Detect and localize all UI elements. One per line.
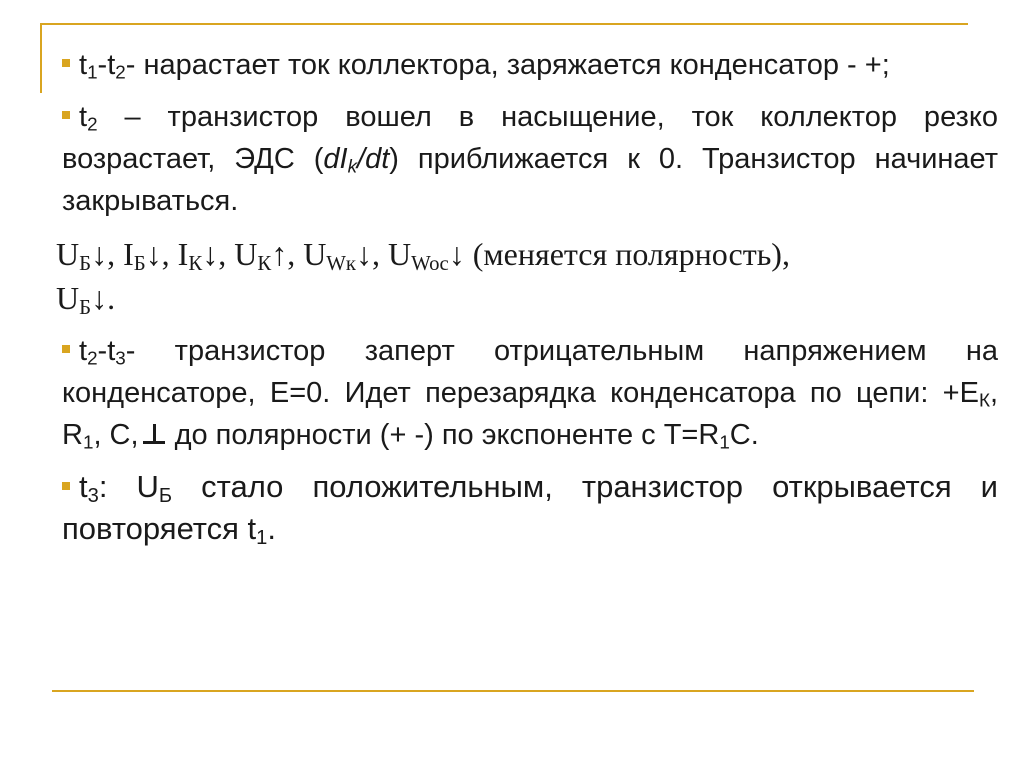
text-fragment: U (234, 236, 258, 272)
ground-symbol-icon (143, 424, 165, 446)
paragraph-t2-t3 (62, 330, 998, 456)
square-bullet-icon (62, 345, 70, 353)
text-fragment: 3 (87, 485, 99, 508)
text-fragment: - нарастает ток коллектора, заряжается конденсатор - +; (125, 49, 890, 81)
text-fragment: ↓ (356, 236, 373, 272)
text-fragment: 3 (115, 347, 126, 369)
text-fragment: -t (97, 335, 116, 367)
text-fragment: 1 (82, 431, 94, 453)
text-fragment: 1 (719, 431, 730, 453)
text-fragment: , (372, 236, 389, 272)
text-fragment: Б (79, 296, 92, 320)
text-fragment: К (257, 252, 272, 276)
text-fragment: ) приближается к 0. Транзистор начинает закрываться. (62, 143, 998, 217)
text-fragment: . (107, 280, 116, 316)
bottom-rule (52, 690, 974, 692)
square-bullet-icon (62, 59, 70, 67)
text-fragment: -t (97, 49, 116, 81)
text-fragment: U (303, 236, 327, 272)
text-fragment: К (188, 252, 203, 276)
text-fragment: . (267, 511, 276, 546)
text-fragment: Б (79, 252, 92, 276)
text-fragment: dI (323, 143, 348, 175)
text-fragment: ↓ (202, 236, 219, 272)
text-fragment: : U (98, 469, 159, 504)
text-fragment: К (978, 389, 990, 411)
text-fragment: t (79, 49, 88, 81)
text-fragment: ↓ (91, 280, 108, 316)
paragraph-t3 (62, 466, 998, 550)
text-fragment: Б (158, 485, 173, 508)
text-fragment: (меняется полярность), (464, 236, 790, 272)
left-rule (40, 23, 42, 93)
text-fragment: I (177, 236, 189, 272)
text-fragment: /dt (357, 143, 390, 175)
text-fragment: t (79, 101, 88, 133)
text-fragment: U (56, 236, 80, 272)
text-fragment: - транзистор заперт отрицательным напряжением на конденсаторе, Е=0. Идет перезарядка конденсатора по цепи: +Е (62, 335, 998, 409)
paragraph-t2 (62, 96, 998, 222)
text-fragment: 2 (87, 347, 98, 369)
text-fragment: , (161, 236, 178, 272)
text-fragment: t (79, 469, 88, 504)
square-bullet-icon (62, 482, 70, 490)
text-fragment: , (107, 236, 124, 272)
text-fragment: ↓ (91, 236, 108, 272)
top-rule (40, 23, 968, 25)
text-fragment: Woc (411, 252, 449, 276)
text-fragment: I (123, 236, 134, 272)
text-fragment: 1 (256, 527, 268, 550)
text-fragment: Б (133, 252, 146, 276)
slide-content (56, 44, 999, 550)
text-fragment: , R (62, 377, 998, 451)
text-fragment: U (56, 280, 80, 316)
square-bullet-icon (62, 111, 70, 119)
text-fragment: Wк (326, 252, 357, 276)
text-fragment: ↓ (448, 236, 465, 272)
text-fragment: стало положительным, транзистор открывается и повторяется t (62, 469, 999, 546)
text-fragment: 2 (87, 113, 98, 135)
text-fragment: С. (729, 419, 759, 451)
text-fragment: 2 (115, 61, 126, 83)
paragraph-signals (56, 232, 998, 320)
text-fragment: ↓ (145, 236, 162, 272)
text-fragment: 1 (87, 61, 98, 83)
text-fragment: U (388, 236, 412, 272)
text-fragment: ↑ (271, 236, 288, 272)
text-fragment: , (287, 236, 304, 272)
text-fragment: , (218, 236, 235, 272)
text-fragment: до полярности (+ -) по экспоненте с Т=R (174, 419, 720, 451)
text-fragment: k (347, 155, 358, 177)
text-fragment: t (79, 335, 88, 367)
text-fragment: , С, (93, 419, 139, 451)
text-fragment: – транзистор вошел в насыщение, ток коллектор резко возрастает, ЭДС ( (62, 101, 998, 175)
paragraph-t1-t2 (62, 44, 998, 86)
